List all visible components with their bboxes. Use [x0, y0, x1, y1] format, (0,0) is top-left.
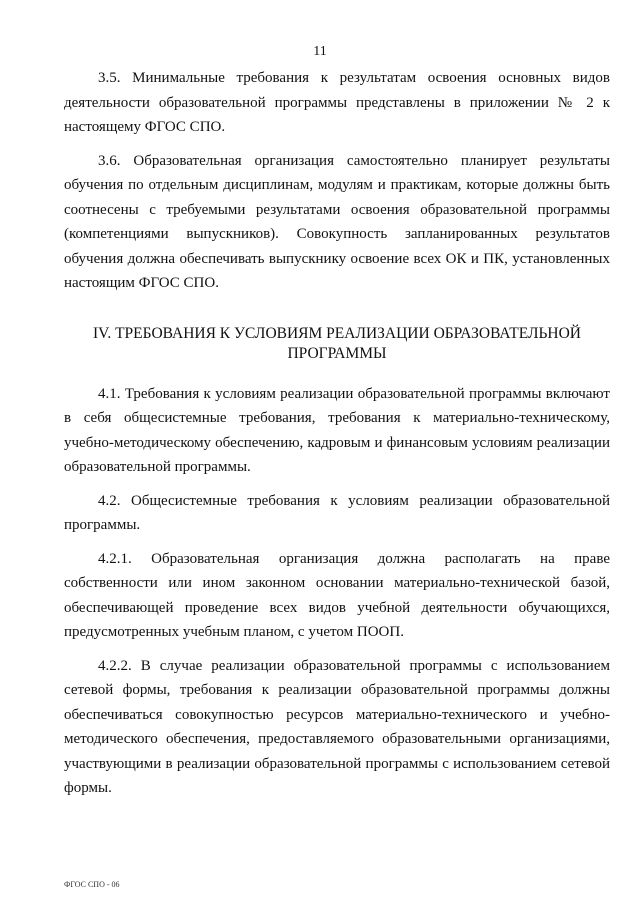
paragraph-3-6: 3.6. Образовательная организация самостоятельно планирует результаты обучения по отдельным дисциплинам, модулям и практикам, которые должны быть соотнесены с требуемыми результатами освоения образовательной программы (компетенциями выпускников). Совокупность запланированных результатов обучения должна обеспечивать выпускнику освоение всех ОК и ПК, установленных настоящим ФГОС СПО. [64, 152, 610, 291]
footer-code: ФГОС СПО - 06 [64, 880, 120, 889]
page-number: 11 [313, 44, 327, 59]
paragraph-4-1: 4.1. Требования к условиям реализации образовательной программы включают в себя общесистемные требования, требования к материально-техническому, учебно-методическому обеспечению, кадровым и финансовым условиям реализации образовательной программы. [64, 385, 610, 475]
paragraph-4-2: 4.2. Общесистемные требования к условиям реализации образовательной программы. [64, 492, 610, 533]
paragraph-3-5: 3.5. Минимальные требования к результатам освоения основных видов деятельности образовательной программы представлены в приложении № 2 к настоящему ФГОС СПО. [64, 70, 610, 135]
paragraph-4-2-2: 4.2.2. В случае реализации образовательной программы с использованием сетевой формы, требования к реализации образовательной программы должны обеспечиваться совокупностью ресурсов материально-технического и учебно-методического обеспечения, предоставляемого образовательными организациями, участвующими в реализации образовательной программы с использованием сетевой формы. [64, 657, 610, 796]
paragraph-4-2-1: 4.2.1. Образовательная организация должна располагать на праве собственности или ином законном основании материально-технической базой, обеспечивающей проведение всех видов учебной деятельности обучающихся, предусмотренных учебным планом, с учетом ПООП. [64, 550, 610, 640]
section-heading: IV. ТРЕБОВАНИЯ К УСЛОВИЯМ РЕАЛИЗАЦИИ ОБРАЗОВАТЕЛЬНОЙ ПРОГРАММЫ [92, 324, 581, 362]
document-body [64, 66, 610, 801]
